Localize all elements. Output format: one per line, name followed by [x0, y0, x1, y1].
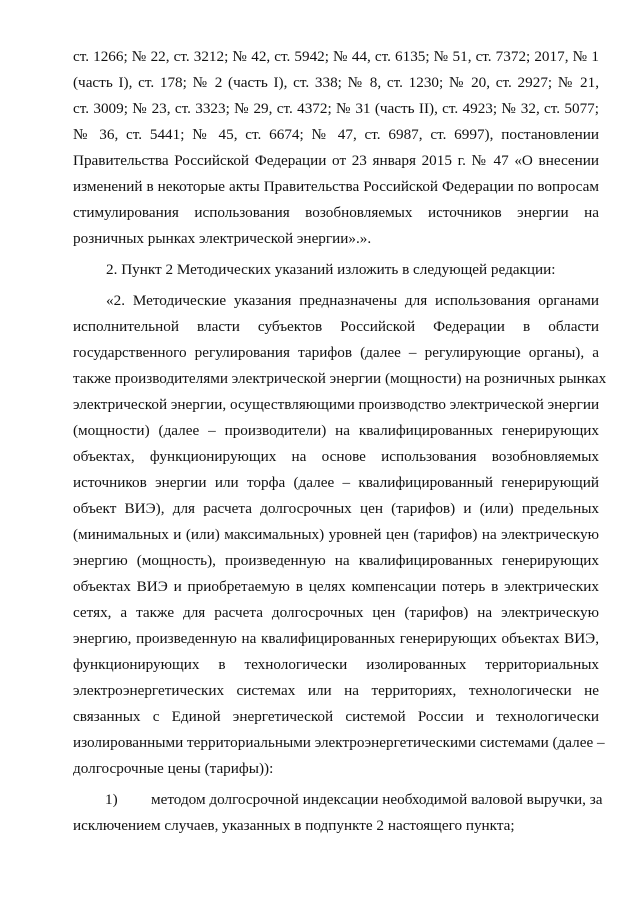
quote-line-15: функционирующих в технологически изолированных территориальных	[73, 656, 599, 673]
subitem-1-text: методом долгосрочной индексации необходимой валовой выручки, за	[151, 791, 603, 808]
item-2-heading: 2. Пункт 2 Методических указаний изложить в следующей редакции:	[106, 261, 556, 278]
continuation-line-2: (часть I), ст. 178; № 2 (часть I), ст. 338; № 8, ст. 1230; № 20, ст. 2927; № 21,	[73, 74, 599, 91]
document-body	[73, 44, 607, 839]
continuation-line-8: розничных рынках электрической энергии».».	[73, 230, 372, 247]
quote-line-2: исполнительной власти субъектов Российской Федерации в области	[73, 318, 599, 335]
quote-line-18: изолированными территориальными электроэнергетическими системами (далее –	[73, 734, 605, 751]
quote-line-12: объектах ВИЭ и приобретаемую в целях компенсации потерь в электрических	[73, 578, 599, 595]
quote-line-19: долгосрочные цены (тарифы)):	[73, 760, 274, 777]
quote-line-4: также производителями электрической энергии (мощности) на розничных рынках	[73, 370, 607, 387]
quote-line-3: государственного регулирования тарифов (далее – регулирующие органы), а	[73, 344, 599, 361]
continuation-line-7: стимулирования использования возобновляемых источников энергии на	[73, 204, 599, 221]
continuation-line-5: Правительства Российской Федерации от 23 января 2015 г. № 47 «О внесении	[73, 152, 599, 169]
quote-line-11: энергию (мощность), произведенную на квалифицированных генерирующих	[73, 552, 599, 569]
quote-line-5: электрической энергии, осуществляющими производство электрической энергии	[73, 396, 600, 413]
quote-line-14: энергию, произведенную на квалифицированных генерирующих объектах ВИЭ,	[73, 630, 599, 647]
quote-line-10: (минимальных и (или) максимальных) уровней цен (тарифов) на электрическую	[73, 526, 599, 543]
quote-line-7: объектах, функционирующих на основе использования возобновляемых	[73, 448, 599, 465]
subitem-1-second-line: исключением случаев, указанных в подпункте 2 настоящего пункта;	[73, 817, 515, 834]
quote-line-16: электроэнергетических системах или на территориях, технологически не	[73, 682, 599, 699]
continuation-line-1: ст. 1266; № 22, ст. 3212; № 42, ст. 5942; № 44, ст. 6135; № 51, ст. 7372; 2017, № 1	[73, 48, 599, 65]
quote-line-17: связанных с Единой энергетической системой России и технологически	[73, 708, 599, 725]
quote-line-6: (мощности) (далее – производители) на квалифицированных генерирующих	[73, 422, 599, 439]
subitem-1-number: 1)	[105, 791, 118, 808]
quote-line-13: сетях, а также для расчета долгосрочных цен (тарифов) на электрическую	[73, 604, 599, 621]
continuation-line-6: изменений в некоторые акты Правительства Российской Федерации по вопросам	[73, 178, 599, 195]
continuation-line-4: № 36, ст. 5441; № 45, ст. 6674; № 47, ст. 6987, ст. 6997), постановлении	[73, 126, 599, 143]
subitem-1-first-line	[73, 787, 603, 813]
quote-line-8: источников энергии или торфа (далее – квалифицированный генерирующий	[73, 474, 599, 491]
quote-line-9: объект ВИЭ), для расчета долгосрочных цен (тарифов) и (или) предельных	[73, 500, 599, 517]
continuation-line-3: ст. 3009; № 23, ст. 3323; № 29, ст. 4372; № 31 (часть II), ст. 4923; № 32, ст. 5077;	[73, 100, 599, 117]
quote-line-1: «2. Методические указания предназначены для использования органами	[106, 292, 599, 309]
